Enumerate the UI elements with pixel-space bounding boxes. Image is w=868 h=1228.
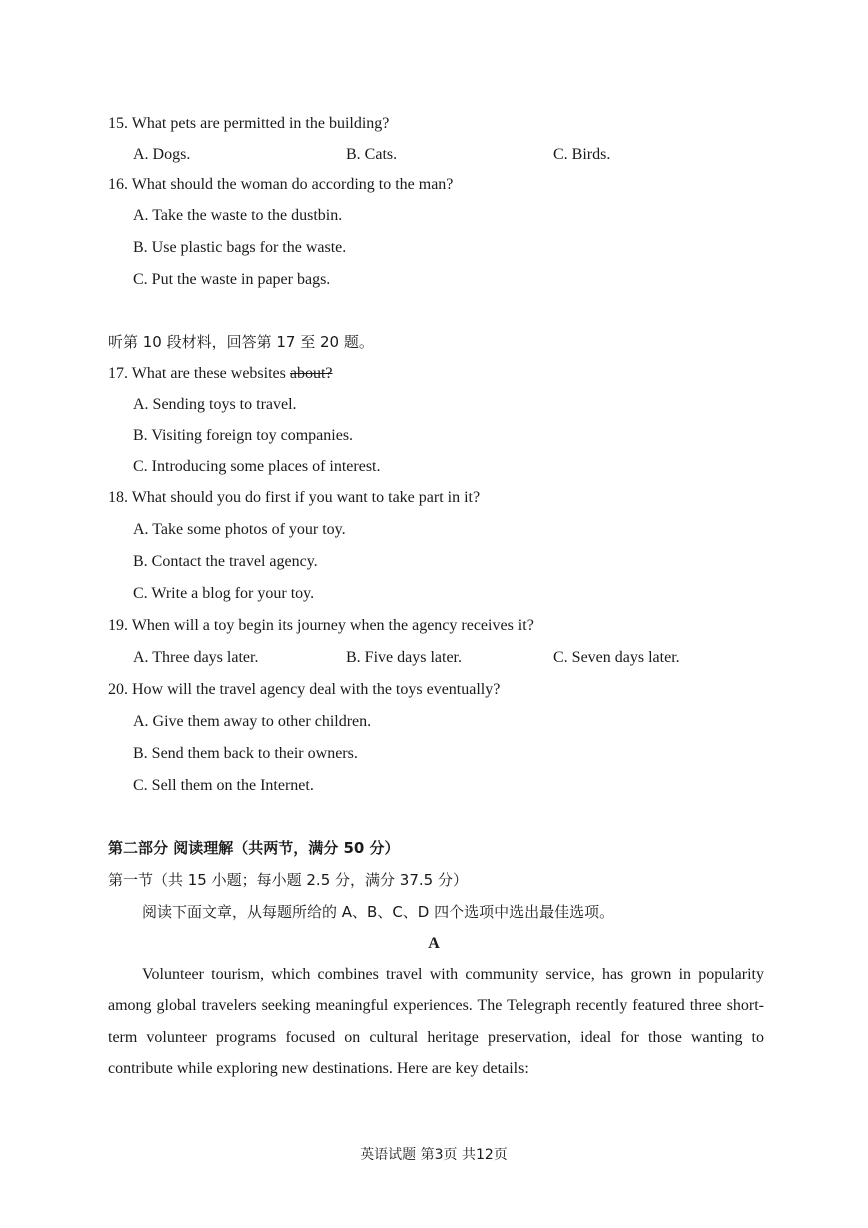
- question-17-option-c: C. Introducing some places of interest.: [133, 458, 381, 475]
- question-18-option-c: C. Write a blog for your toy.: [133, 585, 315, 602]
- question-16-option-b: B. Use plastic bags for the waste.: [133, 239, 347, 256]
- question-18-option-a: A. Take some photos of your toy.: [133, 521, 346, 538]
- question-15-option-b: B. Cats.: [346, 146, 398, 163]
- part-2-section-1-heading: 第一节（共 15 小题；每小题 2.5 分，满分 37.5 分）: [108, 871, 468, 889]
- question-18-stem: 18. What should you do first if you want to take part in it?: [108, 489, 481, 506]
- part-2-title: 第二部分 阅读理解（共两节，满分 50 分）: [108, 839, 400, 857]
- question-20-stem: 20. How will the travel agency deal with the toys eventually?: [108, 681, 501, 698]
- question-15-option-a: A. Dogs.: [133, 146, 191, 163]
- question-17-stem: [108, 364, 333, 384]
- question-17-option-b: B. Visiting foreign toy companies.: [133, 427, 354, 444]
- question-16-option-c: C. Put the waste in paper bags.: [133, 271, 331, 288]
- question-19-stem: 19. When will a toy begin its journey when the agency receives it?: [108, 617, 534, 634]
- passage-a-paragraph: [108, 959, 764, 1084]
- question-17-struck-word: about?: [289, 365, 333, 382]
- section-10-instruction: 听第 10 段材料，回答第 17 至 20 题。: [108, 333, 374, 351]
- passage-a-text: Volunteer tourism, which combines travel with community service, has grown in popularity among global travelers seeking meaningful experiences. The Telegraph recently featured three short-term volunteer programs focused on cultural heritage preservation, ideal for those wanting to contribute while exploring new destinations. Here are key details:: [108, 966, 764, 1077]
- question-19-option-a: A. Three days later.: [133, 649, 259, 666]
- question-16-option-a: A. Take the waste to the dustbin.: [133, 207, 343, 224]
- question-19-option-c: C. Seven days later.: [553, 649, 680, 666]
- question-15-stem: 15. What pets are permitted in the building?: [108, 115, 390, 132]
- question-20-option-c: C. Sell them on the Internet.: [133, 777, 314, 794]
- question-19-option-b: B. Five days later.: [346, 649, 462, 666]
- question-16-stem: 16. What should the woman do according to the man?: [108, 176, 454, 193]
- passage-label: A: [428, 935, 440, 952]
- question-17-stem-text: 17. What are these websites: [108, 365, 290, 382]
- question-17-option-a: A. Sending toys to travel.: [133, 396, 297, 413]
- question-20-option-b: B. Send them back to their owners.: [133, 745, 358, 762]
- question-18-option-b: B. Contact the travel agency.: [133, 553, 318, 570]
- page-footer: 英语试题 第3页 共12页: [360, 1147, 508, 1163]
- question-20-option-a: A. Give them away to other children.: [133, 713, 372, 730]
- question-15-option-c: C. Birds.: [553, 146, 611, 163]
- part-2-instruction: 阅读下面文章，从每题所给的 A、B、C、D 四个选项中选出最佳选项。: [142, 903, 615, 921]
